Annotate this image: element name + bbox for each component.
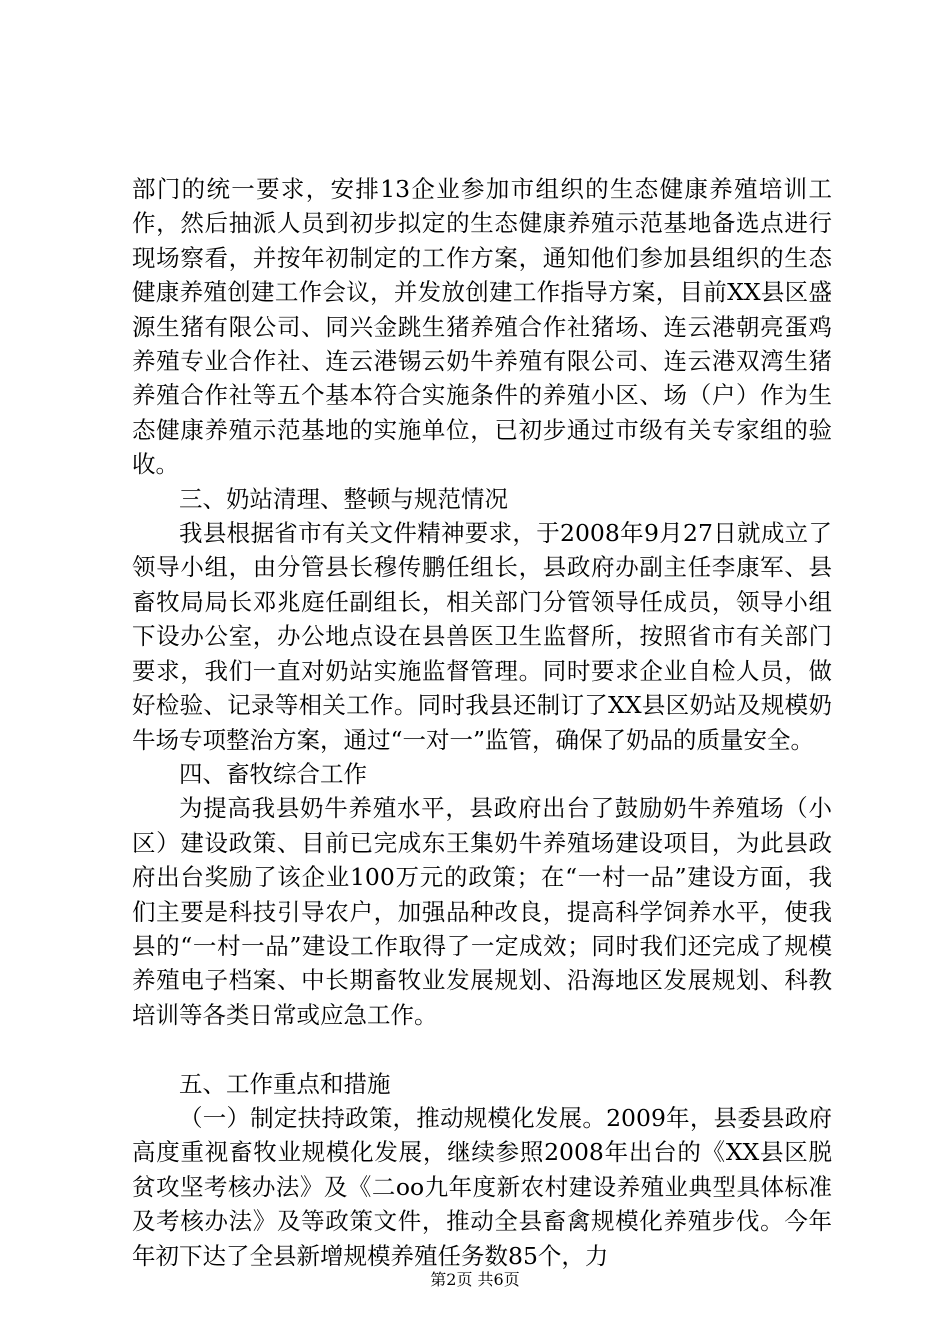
blank-line [132,1032,832,1066]
heading-milk-station: 三、奶站清理、整顿与规范情况 [179,484,508,513]
page-footer: 第2页 共6页 [430,1270,520,1289]
paragraph-eco-farming: 部门的统一要求，安排13企业参加市组织的生态健康养殖培训工作，然后抽派人员到初步拟定的生态健康养殖示范基地备选点进行现场察看，并按年初制定的工作方案，通知他们参加县组织的生态健康养殖创建工作会议，并发放创建工作指导方案，目前XX县区盛源生猪有限公司、同兴金跳生猪养殖合作社猪场、连云港朝亮蛋鸡养殖专业合作社、连云港锡云奶牛养殖有限公司、连云港双湾生猪养殖合作社等五个基本符合实施条件的养殖小区、场（户）作为生态健康养殖示范基地的实施单位，已初步通过市级有关专家组的验收。 [132,175,832,479]
document-body [132,172,832,1273]
heading-work-focus: 五、工作重点和措施 [179,1069,391,1098]
paragraph-livestock-general: 为提高我县奶牛养殖水平，县政府出台了鼓励奶牛养殖场（小区）建设政策、目前已完成东王集奶牛养殖场建设项目，为此县政府出台奖励了该企业100万元的政策；在“一村一品”建设方面，我们主要是科技引导农户，加强品种改良，提高科学饲养水平，使我县的“一村一品”建设工作取得了一定成效；同时我们还完成了规模养殖电子档案、中长期畜牧业发展规划、沿海地区发展规划、科教培训等各类日常或应急工作。 [132,794,832,1029]
paragraph-milk-station: 我县根据省市有关文件精神要求，于2008年9月27日就成立了领导小组，由分管县长穆传鹏任组长，县政府办副主任李康军、县畜牧局局长邓兆庭任副组长，相关部门分管领导任成员，领导小组下设办公室，办公地点设在县兽医卫生监督所，按照省市有关部门要求，我们一直对奶站实施监督管理。同时要求企业自检人员，做好检验、记录等相关工作。同时我县还制订了XX县区奶站及规模奶牛场专项整治方案，通过“一对一”监管，确保了奶品的质量安全。 [132,519,832,754]
heading-livestock-general: 四、畜牧综合工作 [179,759,367,788]
paragraph-policy-support: （一）制定扶持政策，推动规模化发展。2009年，县委县政府高度重视畜牧业规模化发展，继续参照2008年出台的《XX县区脱贫攻坚考核办法》及《二oo九年度新农村建设养殖业典型具体标准及考核办法》及等政策文件，推动全县畜禽规模化养殖步伐。今年年初下达了全县新增规模养殖任务数85个，力 [132,1103,832,1270]
